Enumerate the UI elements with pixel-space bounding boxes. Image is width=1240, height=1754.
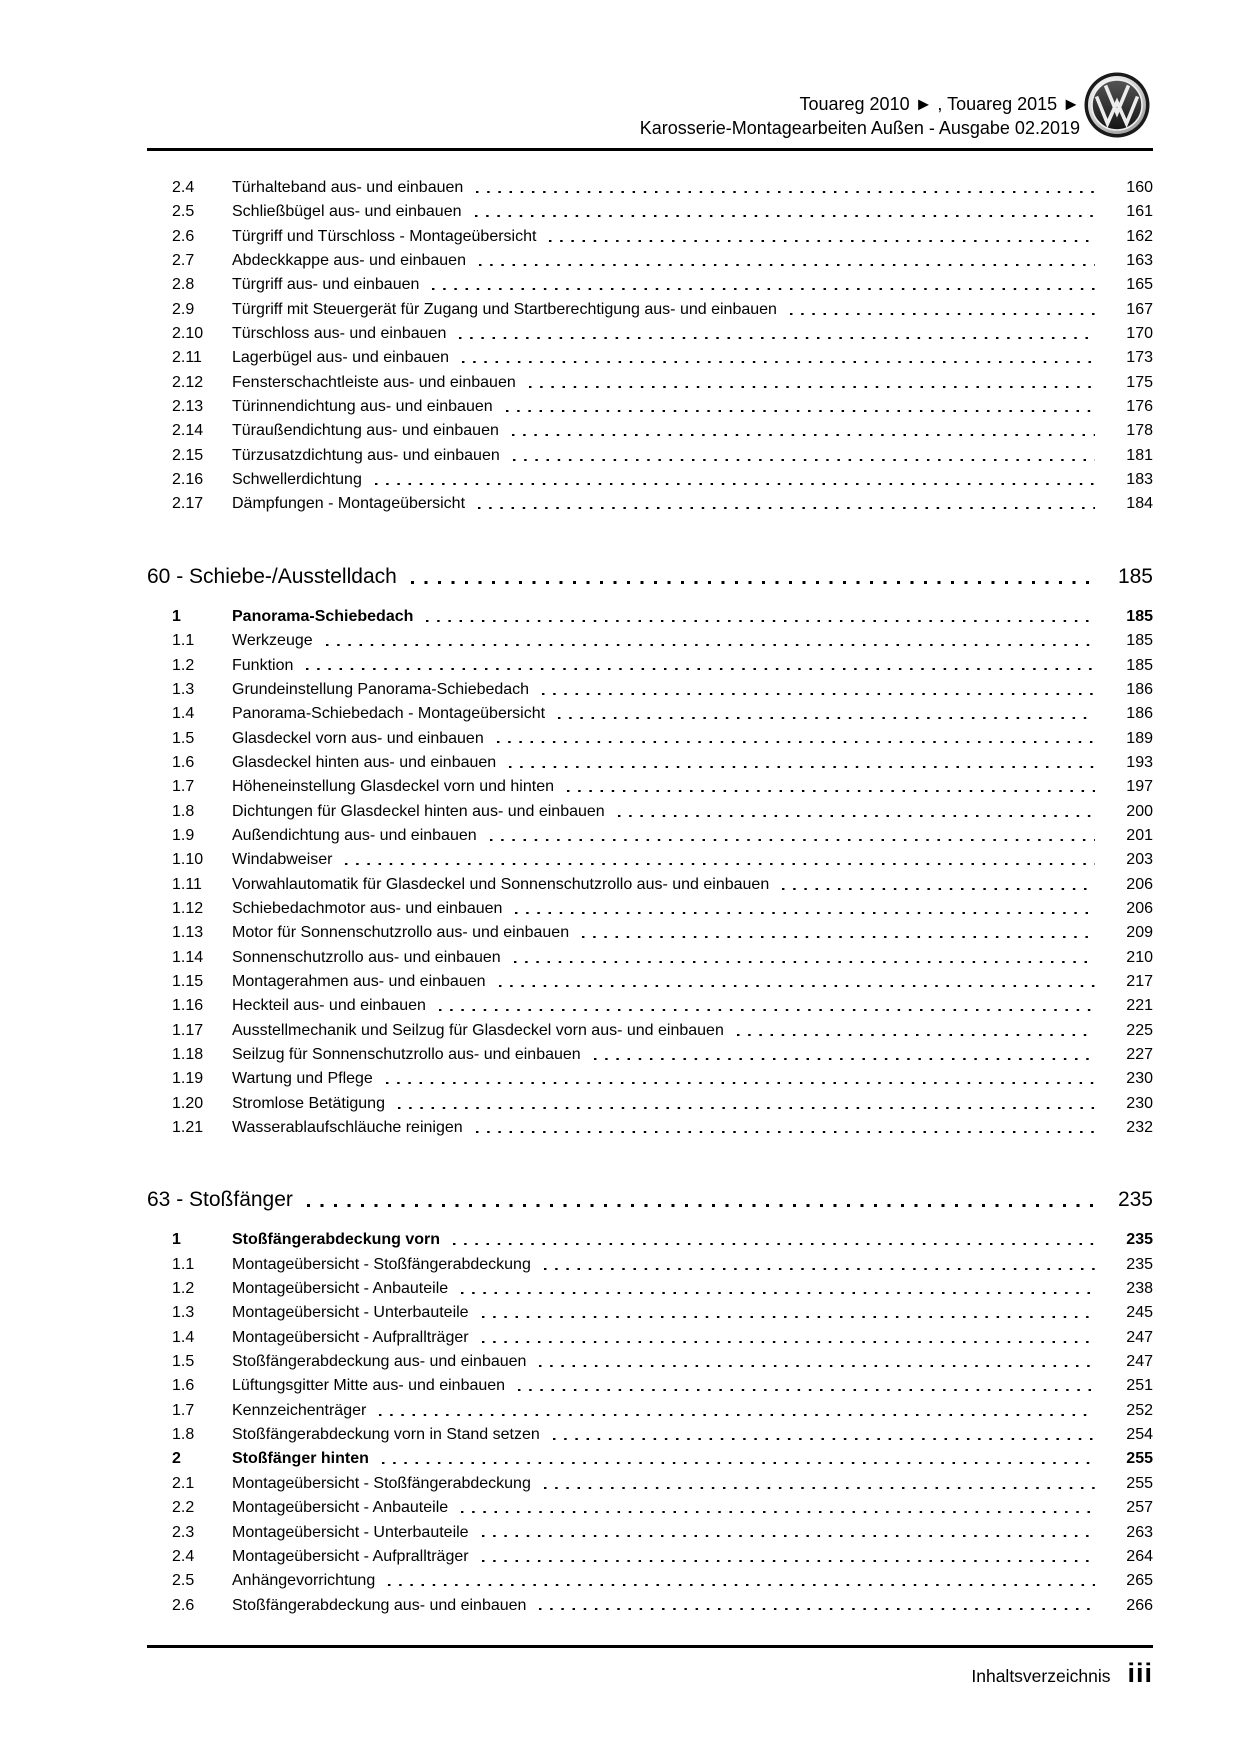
dot-leader (508, 419, 1095, 443)
dot-leader (394, 1092, 1095, 1116)
entry-number: 2.7 (172, 252, 195, 270)
entry-title: Stromlose Betätigung (232, 1094, 385, 1112)
toc (147, 176, 1153, 1618)
entry-title: Lüftungsgitter Mitte aus- und einbauen (232, 1377, 506, 1395)
dot-leader (486, 824, 1095, 848)
entry-number: 2.10 (172, 325, 204, 343)
entry-number: 2.1 (172, 1474, 195, 1492)
entry-page-number: 232 (1126, 1119, 1153, 1137)
entry-page-number: 165 (1126, 276, 1153, 294)
toc-row[interactable] (147, 897, 1153, 921)
entry-title: Panorama-Schiebedach - Montageübersicht (232, 705, 546, 723)
dot-leader (302, 654, 1095, 678)
chapter-heading-row[interactable] (147, 1184, 1153, 1216)
entry-page-number: 184 (1126, 495, 1153, 513)
toc-row[interactable] (147, 1594, 1153, 1618)
entry-page-number: 185 (1126, 656, 1153, 674)
entry-title: Stoßfängerabdeckung aus- und einbauen (232, 1596, 527, 1614)
dot-leader (322, 629, 1095, 653)
entry-number: 1.2 (172, 1280, 195, 1298)
entry-page-number: 193 (1126, 753, 1153, 771)
toc-row[interactable] (147, 444, 1153, 468)
toc-row[interactable] (147, 1301, 1153, 1325)
toc-row[interactable] (147, 921, 1153, 945)
toc-row[interactable] (147, 1423, 1153, 1447)
entry-number: 1.9 (172, 826, 195, 844)
entry-title: Montageübersicht - Unterbauteile (232, 1304, 469, 1322)
toc-row[interactable] (147, 800, 1153, 824)
chapter-page-number: 185 (1117, 564, 1153, 588)
entry-page-number: 235 (1126, 1255, 1153, 1273)
entry-page-number: 263 (1126, 1523, 1153, 1541)
entry-title: Montageübersicht - Anbauteile (232, 1499, 449, 1517)
entry-page-number: 266 (1126, 1596, 1153, 1614)
entry-page-number: 255 (1126, 1474, 1153, 1492)
toc-row[interactable] (147, 873, 1153, 897)
entry-title: Glasdeckel hinten aus- und einbauen (232, 753, 497, 771)
entry-number: 1.6 (172, 1377, 195, 1395)
entry-page-number: 251 (1126, 1377, 1153, 1395)
entry-number: 1.4 (172, 1328, 195, 1346)
entry-page-number: 254 (1126, 1426, 1153, 1444)
entry-page-number: 161 (1126, 203, 1153, 221)
dot-leader (472, 1116, 1095, 1140)
toc-row[interactable] (147, 419, 1153, 443)
toc-row[interactable] (147, 395, 1153, 419)
dot-leader (493, 727, 1095, 751)
dot-leader (478, 1301, 1095, 1325)
entry-number: 1.12 (172, 899, 204, 917)
entry-page-number: 170 (1126, 325, 1153, 343)
entry-number: 2.8 (172, 276, 195, 294)
entry-page-number: 238 (1126, 1280, 1153, 1298)
toc-row[interactable] (147, 775, 1153, 799)
entry-number: 1.21 (172, 1119, 204, 1137)
entry-page-number: 162 (1126, 227, 1153, 245)
entry-title: Glasdeckel vorn aus- und einbauen (232, 729, 484, 747)
dot-leader (540, 1253, 1095, 1277)
dot-leader (778, 873, 1095, 897)
entry-number: 2.4 (172, 179, 195, 196)
entry-title: Türgriff und Türschloss - Montageübersicht (232, 227, 537, 245)
toc-row[interactable] (147, 176, 1153, 200)
entry-title: Türschloss aus- und einbauen (232, 325, 447, 343)
entry-number: 1.8 (172, 802, 195, 820)
toc-row[interactable] (147, 1043, 1153, 1067)
dot-leader (590, 1043, 1095, 1067)
toc-row[interactable] (147, 1374, 1153, 1398)
dot-leader (554, 702, 1095, 726)
dot-leader (549, 1423, 1095, 1447)
toc-row[interactable] (147, 1447, 1153, 1471)
entry-title: Sonnenschutzrollo aus- und einbauen (232, 948, 501, 966)
entry-title: Türzusatzdichtung aus- und einbauen (232, 446, 500, 464)
entry-page-number: 257 (1126, 1499, 1153, 1517)
dot-leader (474, 492, 1095, 516)
entry-title: Montagerahmen aus- und einbauen (232, 972, 486, 990)
entry-page-number: 173 (1126, 349, 1153, 367)
toc-row[interactable] (147, 678, 1153, 702)
entry-title: Montageübersicht - Stoßfängerabdeckung (232, 1474, 531, 1492)
toc-row[interactable] (147, 1545, 1153, 1569)
entry-page-number: 186 (1126, 680, 1153, 698)
entry-number: 1.18 (172, 1046, 204, 1063)
entry-number: 1.1 (172, 632, 195, 650)
entry-number: 1.15 (172, 972, 204, 990)
footer-rule (147, 1645, 1153, 1648)
entry-title: Grundeinstellung Panorama-Schiebedach (232, 680, 530, 698)
entry-number: 1.14 (172, 948, 204, 966)
toc-row[interactable] (147, 751, 1153, 775)
entry-number: 1.10 (172, 851, 204, 869)
dot-leader (371, 468, 1095, 492)
entry-number: 2.4 (172, 1547, 195, 1565)
entry-page-number: 230 (1126, 1070, 1153, 1088)
toc-row[interactable] (147, 824, 1153, 848)
dot-leader (535, 1350, 1095, 1374)
toc-row[interactable] (147, 1116, 1153, 1140)
entry-page-number: 206 (1126, 899, 1153, 917)
entry-number: 1.17 (172, 1021, 204, 1039)
toc-row[interactable] (147, 1092, 1153, 1116)
entry-page-number: 235 (1126, 1231, 1153, 1249)
dot-leader (407, 561, 1099, 593)
entry-number: 1.2 (172, 656, 195, 674)
entry-number: 1.6 (172, 753, 195, 771)
dot-leader (502, 395, 1095, 419)
toc-row[interactable] (147, 1019, 1153, 1043)
dot-leader (378, 1447, 1095, 1471)
entry-number: 1.7 (172, 1401, 195, 1419)
entry-number: 2.15 (172, 446, 204, 464)
toc-row[interactable] (147, 946, 1153, 970)
dot-leader (510, 946, 1095, 970)
entry-number: 1 (172, 607, 181, 625)
toc-row[interactable] (147, 1277, 1153, 1301)
entry-page-number: 183 (1126, 471, 1153, 489)
entry-title: Dämpfungen - Montageübersicht (232, 495, 466, 513)
dot-leader (538, 678, 1095, 702)
entry-title: Heckteil aus- und einbauen (232, 997, 426, 1015)
entry-number: 2.16 (172, 471, 204, 489)
entry-title: Außendichtung aus- und einbauen (232, 826, 477, 844)
entry-title: Schiebedachmotor aus- und einbauen (232, 899, 503, 917)
entry-title: Türinnendichtung aus- und einbauen (232, 398, 493, 416)
entry-page-number: 252 (1126, 1401, 1153, 1419)
dot-leader (422, 605, 1095, 629)
dot-leader (545, 225, 1095, 249)
entry-page-number: 185 (1126, 632, 1153, 650)
chapter-page-number: 235 (1117, 1188, 1153, 1212)
dot-leader (525, 371, 1095, 395)
toc-row[interactable] (147, 200, 1153, 224)
entry-page-number: 186 (1126, 705, 1153, 723)
entry-page-number: 217 (1126, 972, 1153, 990)
footer-label: Inhaltsverzeichnis (971, 1666, 1111, 1686)
entry-number: 1.13 (172, 924, 204, 942)
entry-title: Fensterschachtleiste aus- und einbauen (232, 373, 516, 391)
toc-row[interactable] (147, 468, 1153, 492)
entry-title: Schließbügel aus- und einbauen (232, 203, 462, 221)
entry-number: 2.6 (172, 1596, 195, 1614)
entry-number: 1.19 (172, 1070, 204, 1088)
dot-leader (535, 1594, 1095, 1618)
entry-page-number: 197 (1126, 778, 1153, 796)
dot-leader (375, 1399, 1095, 1423)
toc-row[interactable] (147, 249, 1153, 273)
dot-leader (733, 1019, 1095, 1043)
dot-leader (478, 1545, 1095, 1569)
entry-page-number: 201 (1126, 826, 1153, 844)
entry-title: Türhalteband aus- und einbauen (232, 179, 464, 196)
entry-number: 2.3 (172, 1523, 195, 1541)
entry-page-number: 185 (1126, 607, 1153, 625)
toc-row[interactable] (147, 1569, 1153, 1593)
header-models: Touareg 2010 ► , Touareg 2015 ► (799, 94, 1080, 114)
toc-row[interactable] (147, 1228, 1153, 1252)
dot-leader (514, 1374, 1095, 1398)
entry-title: Höheneinstellung Glasdeckel vorn und hinten (232, 778, 554, 796)
entry-number: 1.3 (172, 680, 195, 698)
entry-title: Türgriff mit Steuergerät für Zugang und Startberechtigung aus- und einbauen (232, 300, 777, 318)
entry-page-number: 178 (1126, 422, 1153, 440)
entry-title: Stoßfänger hinten (232, 1450, 369, 1468)
dot-leader (563, 775, 1095, 799)
entry-number: 2.11 (172, 349, 202, 367)
dot-leader (341, 848, 1095, 872)
toc-row[interactable] (147, 1253, 1153, 1277)
dot-leader (382, 1067, 1095, 1091)
toc-row[interactable] (147, 492, 1153, 516)
toc-row[interactable] (147, 629, 1153, 653)
toc-section (147, 176, 1153, 517)
entry-title: Montageübersicht - Aufprallträger (232, 1328, 469, 1346)
toc-section (147, 561, 1153, 1141)
entry-title: Stoßfängerabdeckung vorn in Stand setzen (232, 1426, 540, 1444)
dot-leader (471, 200, 1096, 224)
entry-number: 2.13 (172, 398, 204, 416)
entry-page-number: 200 (1126, 802, 1153, 820)
toc-row[interactable] (147, 702, 1153, 726)
entry-page-number: 247 (1126, 1328, 1153, 1346)
entry-title: Montageübersicht - Stoßfängerabdeckung (232, 1255, 531, 1273)
toc-row[interactable] (147, 727, 1153, 751)
dot-leader (435, 994, 1095, 1018)
entry-number: 2.12 (172, 373, 204, 391)
entry-title: Schwellerdichtung (232, 471, 362, 489)
footer-page-number: iii (1127, 1658, 1153, 1688)
dot-leader (509, 444, 1095, 468)
entry-page-number: 230 (1126, 1094, 1153, 1112)
toc-row[interactable] (147, 298, 1153, 322)
dot-leader (614, 800, 1095, 824)
toc-row[interactable] (147, 1472, 1153, 1496)
toc-row[interactable] (147, 322, 1153, 346)
toc-row[interactable] (147, 225, 1153, 249)
dot-leader (578, 921, 1095, 945)
entry-title: Montageübersicht - Aufprallträger (232, 1547, 469, 1565)
entry-title: Kennzeichenträger (232, 1401, 367, 1419)
dot-leader (457, 1277, 1095, 1301)
entry-title: Türgriff aus- und einbauen (232, 276, 420, 294)
chapter-title: 63 - Stoßfänger (147, 1188, 293, 1212)
toc-row[interactable] (147, 994, 1153, 1018)
entry-title: Panorama-Schiebedach (232, 607, 414, 625)
entry-number: 1.7 (172, 778, 195, 796)
dot-leader (511, 897, 1095, 921)
entry-number: 1.20 (172, 1094, 204, 1112)
entry-page-number: 176 (1126, 398, 1153, 416)
entry-page-number: 245 (1126, 1304, 1153, 1322)
entry-number: 1 (172, 1231, 181, 1249)
dot-leader (458, 346, 1095, 370)
entry-page-number: 160 (1126, 179, 1153, 196)
entry-number: 2.9 (172, 300, 195, 318)
entry-page-number: 264 (1126, 1547, 1153, 1565)
toc-row[interactable] (147, 970, 1153, 994)
toc-row[interactable] (147, 273, 1153, 297)
entry-page-number: 210 (1126, 948, 1153, 966)
entry-number: 1.1 (172, 1255, 195, 1273)
header-rule (147, 148, 1153, 151)
entry-number: 1.11 (172, 875, 202, 893)
entry-page-number: 189 (1126, 729, 1153, 747)
entry-number: 2.6 (172, 227, 195, 245)
dot-leader (428, 273, 1095, 297)
entry-title: Ausstellmechanik und Seilzug für Glasdeckel vorn aus- und einbauen (232, 1021, 724, 1039)
entry-number: 1.5 (172, 1353, 195, 1371)
entry-number: 2.14 (172, 422, 204, 440)
dot-leader (478, 1521, 1095, 1545)
dot-leader (449, 1228, 1095, 1252)
toc-row[interactable] (147, 1521, 1153, 1545)
page-footer (971, 1658, 1153, 1689)
toc-row[interactable] (147, 346, 1153, 370)
dot-leader (540, 1472, 1095, 1496)
entry-title: Wasserablaufschläuche reinigen (232, 1119, 463, 1137)
entry-page-number: 167 (1126, 300, 1153, 318)
entry-title: Stoßfängerabdeckung aus- und einbauen (232, 1353, 527, 1371)
vw-logo-icon (1084, 72, 1150, 138)
toc-row[interactable] (147, 654, 1153, 678)
entry-number: 1.4 (172, 705, 195, 723)
toc-row[interactable] (147, 848, 1153, 872)
entry-page-number: 163 (1126, 252, 1153, 270)
entry-number: 1.3 (172, 1304, 195, 1322)
dot-leader (495, 970, 1095, 994)
page-header (640, 92, 1080, 140)
entry-title: Anhängevorrichtung (232, 1572, 376, 1590)
toc-row[interactable] (147, 371, 1153, 395)
chapter-heading-row[interactable] (147, 561, 1153, 593)
entry-number: 1.8 (172, 1426, 195, 1444)
dot-leader (786, 298, 1095, 322)
entry-page-number: 203 (1126, 851, 1153, 869)
entry-title: Dichtungen für Glasdeckel hinten aus- und einbauen (232, 802, 605, 820)
toc-section (147, 1184, 1153, 1618)
chapter-title: 60 - Schiebe-/Ausstelldach (147, 564, 397, 588)
entry-page-number: 175 (1126, 373, 1153, 391)
entry-page-number: 181 (1126, 446, 1153, 464)
entry-title: Wartung und Pflege (232, 1070, 373, 1088)
entry-number: 2.17 (172, 495, 204, 513)
entry-title: Stoßfängerabdeckung vorn (232, 1231, 441, 1249)
entry-page-number: 247 (1126, 1353, 1153, 1371)
entry-title: Windabweiser (232, 851, 333, 869)
entry-page-number: 265 (1126, 1572, 1153, 1590)
entry-title: Motor für Sonnenschutzrollo aus- und einbauen (232, 924, 570, 942)
toc-row[interactable] (147, 1496, 1153, 1520)
entry-title: Vorwahlautomatik für Glasdeckel und Sonnenschutzrollo aus- und einbauen (232, 875, 770, 893)
entry-title: Montageübersicht - Unterbauteile (232, 1523, 469, 1541)
entry-number: 2.5 (172, 203, 195, 221)
entry-page-number: 206 (1126, 875, 1153, 893)
dot-leader (457, 1496, 1095, 1520)
entry-number: 1.5 (172, 729, 195, 747)
dot-leader (478, 1326, 1095, 1350)
dot-leader (505, 751, 1095, 775)
entry-title: Lagerbügel aus- und einbauen (232, 349, 450, 367)
toc-row[interactable] (147, 1067, 1153, 1091)
dot-leader (384, 1569, 1095, 1593)
entry-number: 2.5 (172, 1572, 195, 1590)
dot-leader (472, 176, 1095, 200)
dot-leader (303, 1184, 1099, 1216)
entry-page-number: 255 (1126, 1450, 1153, 1468)
entry-title: Seilzug für Sonnenschutzrollo aus- und einbauen (232, 1046, 581, 1063)
entry-title: Funktion (232, 656, 294, 674)
entry-title: Montageübersicht - Anbauteile (232, 1280, 449, 1298)
dot-leader (455, 322, 1095, 346)
toc-row[interactable] (147, 1399, 1153, 1423)
entry-page-number: 221 (1126, 997, 1153, 1015)
entry-number: 1.16 (172, 997, 204, 1015)
entry-title: Türaußendichtung aus- und einbauen (232, 422, 499, 440)
entry-page-number: 209 (1126, 924, 1153, 942)
dot-leader (475, 249, 1095, 273)
entry-number: 2.2 (172, 1499, 195, 1517)
entry-page-number: 225 (1126, 1021, 1153, 1039)
entry-number: 2 (172, 1450, 181, 1468)
entry-title: Abdeckkappe aus- und einbauen (232, 252, 466, 270)
toc-row[interactable] (147, 1326, 1153, 1350)
toc-row[interactable] (147, 605, 1153, 629)
toc-row[interactable] (147, 1350, 1153, 1374)
entry-page-number: 227 (1126, 1046, 1153, 1063)
entry-title: Werkzeuge (232, 632, 313, 650)
header-subtitle: Karosserie-Montagearbeiten Außen - Ausgabe 02.2019 (639, 118, 1080, 138)
